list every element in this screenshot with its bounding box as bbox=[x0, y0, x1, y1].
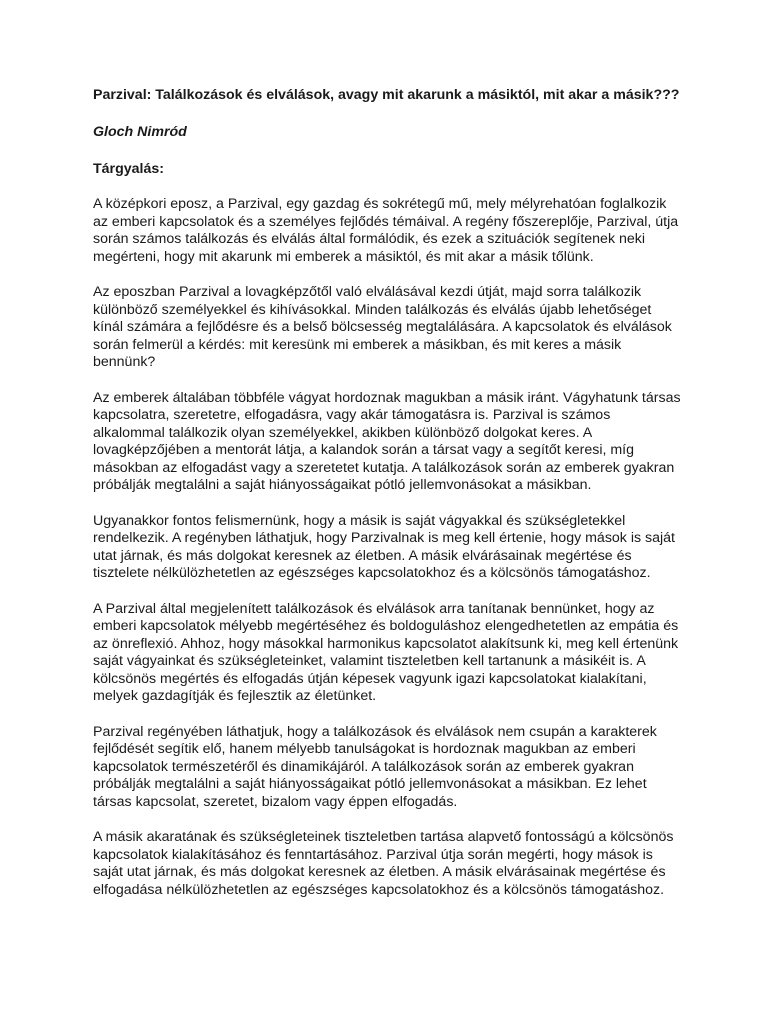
paragraph-7: A másik akaratának és szükségleteinek tiszteletben tartása alapvető fontosságú a kölcsönös kapcsolatok kialakításához és fenntartásához. Parzival útja során megérti, hogy mások is saját utat járnak, és más dolgokat keresnek az életben. A másik elvárásainak megértése és elfogadása nélkülözhetetlen az egészséges kapcsolatokhoz és a kölcsönös támogatáshoz. bbox=[93, 829, 674, 898]
paragraph-3: Az emberek általában többféle vágyat hordoznak magukban a másik iránt. Vágyhatunk társas kapcsolatra, szeretetre, elfogadásra, vagy akár támogatásra is. Parzival is számos alkalommal találkozik olyan személyekkel, akikben különböző dolgokat keres. A lovagképzőjében a mentorát látja, a kalandok során a társat vagy a segítőt keresi, míg másokban az elfogadást vagy a szeretetet kutatja. A találkozások során az emberek gyakran próbálják megtalálni a saját hiányosságaikat pótló jellemvonásokat a másikban. bbox=[93, 389, 681, 493]
document-title: Parzival: Találkozások és elválások, avagy mit akarunk a másiktól, mit akar a másik??? bbox=[93, 87, 680, 103]
paragraph-4: Ugyanakkor fontos felismernünk, hogy a másik is saját vágyakkal és szükségletekkel rendelkezik. A regényben láthatjuk, hogy Parzivalnak is meg kell értenie, hogy mások is saját utat járnak, és más dolgokat keresnek az életben. A másik elvárásainak megértése és tisztelete nélkülözhetetlen az egészséges kapcsolatokhoz és a kölcsönös támogatáshoz. bbox=[93, 512, 675, 581]
document-author: Gloch Nimród bbox=[93, 124, 187, 140]
document-page bbox=[93, 86, 683, 899]
paragraph-1: A középkori eposz, a Parzival, egy gazdag és sokrétegű mű, mely mélyrehatóan foglalkozik az emberi kapcsolatok és a személyes fejlődés témáival. A regény főszereplője, Parzival, útja során számos találkozás és elválás által formálódik, és ezek a szituációk segítenek neki megérteni, hogy mit akarunk mi emberek a másiktól, és mit akar a másik tőlünk. bbox=[93, 196, 679, 265]
paragraph-2: Az eposzban Parzival a lovagképzőtől való elválásával kezdi útját, majd sorra találkozik különböző személyekkel és kihívásokkal. Minden találkozás és elválás újabb lehetőséget kínál számára a fejlődésre és a belső bölcsesség megtalálására. A kapcsolatok és elválások során felmerül a kérdés: mit keresünk mi emberek a másikban, és mit keres a másik bennünk? bbox=[93, 284, 672, 370]
section-heading: Tárgyalás: bbox=[93, 161, 164, 177]
paragraph-6: Parzival regényében láthatjuk, hogy a találkozások és elválások nem csupán a karakterek fejlődését segítik elő, hanem mélyebb tanulságokat is hordoznak magukban az emberi kapcsolatok természetéről és dinamikájáról. A találkozások során az emberek gyakran próbálják megtalálni a saját hiányosságaikat pótló jellemvonásokat a másikban. Ez lehet társas kapcsolat, szeretet, bizalom vagy éppen elfogadás. bbox=[93, 723, 657, 810]
paragraph-5: A Parzival által megjelenített találkozások és elválások arra tanítanak bennünket, hogy az emberi kapcsolatok mélyebb megértéséhez és boldoguláshoz elengedhetetlen az empátia és az önreflexió. Ahhoz, hogy másokkal harmonikus kapcsolatot alakítsunk ki, meg kell értenünk saját vágyainkat és szükségleteinket, valamint tiszteletben kell tartanunk a másikéit is. A kölcsönös megértés és elfogadás útján képesek vagyunk igazi kapcsolatokat kialakítani, melyek gazdagítják és fejlesztik az életünket. bbox=[93, 600, 679, 704]
